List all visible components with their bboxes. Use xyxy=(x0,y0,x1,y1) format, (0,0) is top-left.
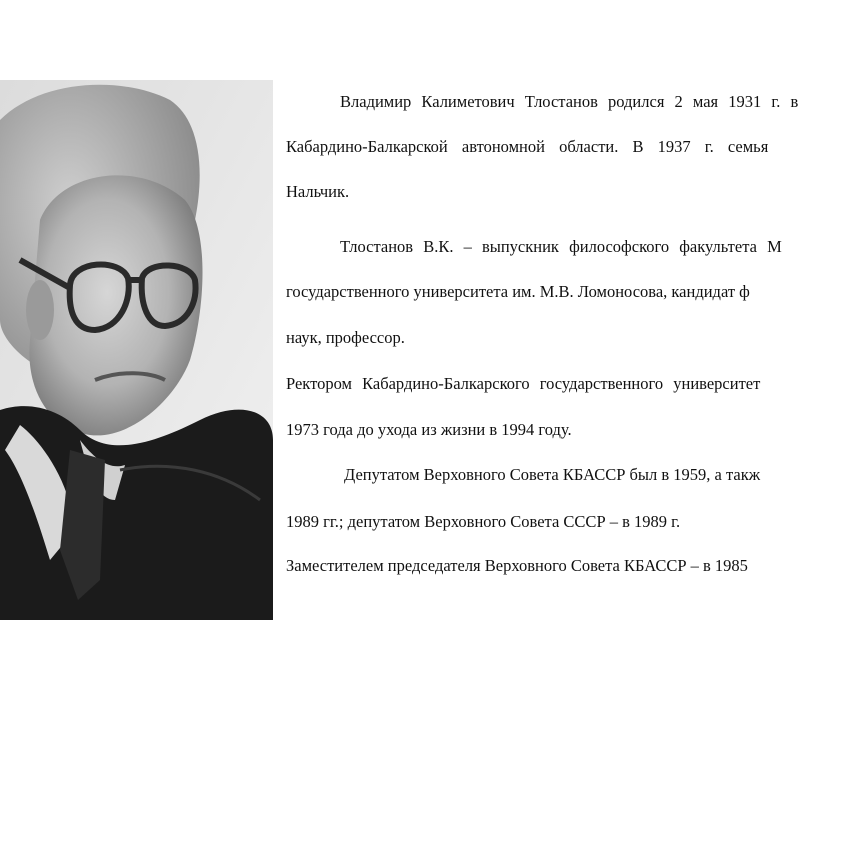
paragraph-1-line-3: Нальчик. xyxy=(286,182,350,201)
paragraph-3-line-2: 1973 года до ухода из жизни в 1994 году. xyxy=(286,420,572,439)
paragraph-4-line-2: 1989 гг.; депутатом Верховного Совета СССР – в 1989 г. xyxy=(286,512,681,531)
portrait-photo xyxy=(0,80,273,620)
paragraph-2-line-3: наук, профессор. xyxy=(286,328,405,347)
paragraph-1-line-2: Кабардино-Балкарской автономной области. В 1937 г. семья xyxy=(286,137,769,156)
paragraph-1-line-1: Владимир Калиметович Тлостанов родился 2 мая 1931 г. в xyxy=(340,92,799,111)
paragraph-5-line-1: Заместителем председателя Верховного Совета КБАССР – в 1985 xyxy=(286,556,748,575)
paragraph-2-line-2: государственного университета им. М.В. Ломоносова, кандидат ф xyxy=(286,282,750,301)
paragraph-4-line-1: Депутатом Верховного Совета КБАССР был в 1959, а такж xyxy=(344,465,761,484)
portrait-image xyxy=(0,80,273,620)
paragraph-2-line-1: Тлостанов В.К. – выпускник философского факультета М xyxy=(340,237,782,256)
paragraph-3-line-1: Ректором Кабардино-Балкарского государственного университет xyxy=(286,374,761,393)
